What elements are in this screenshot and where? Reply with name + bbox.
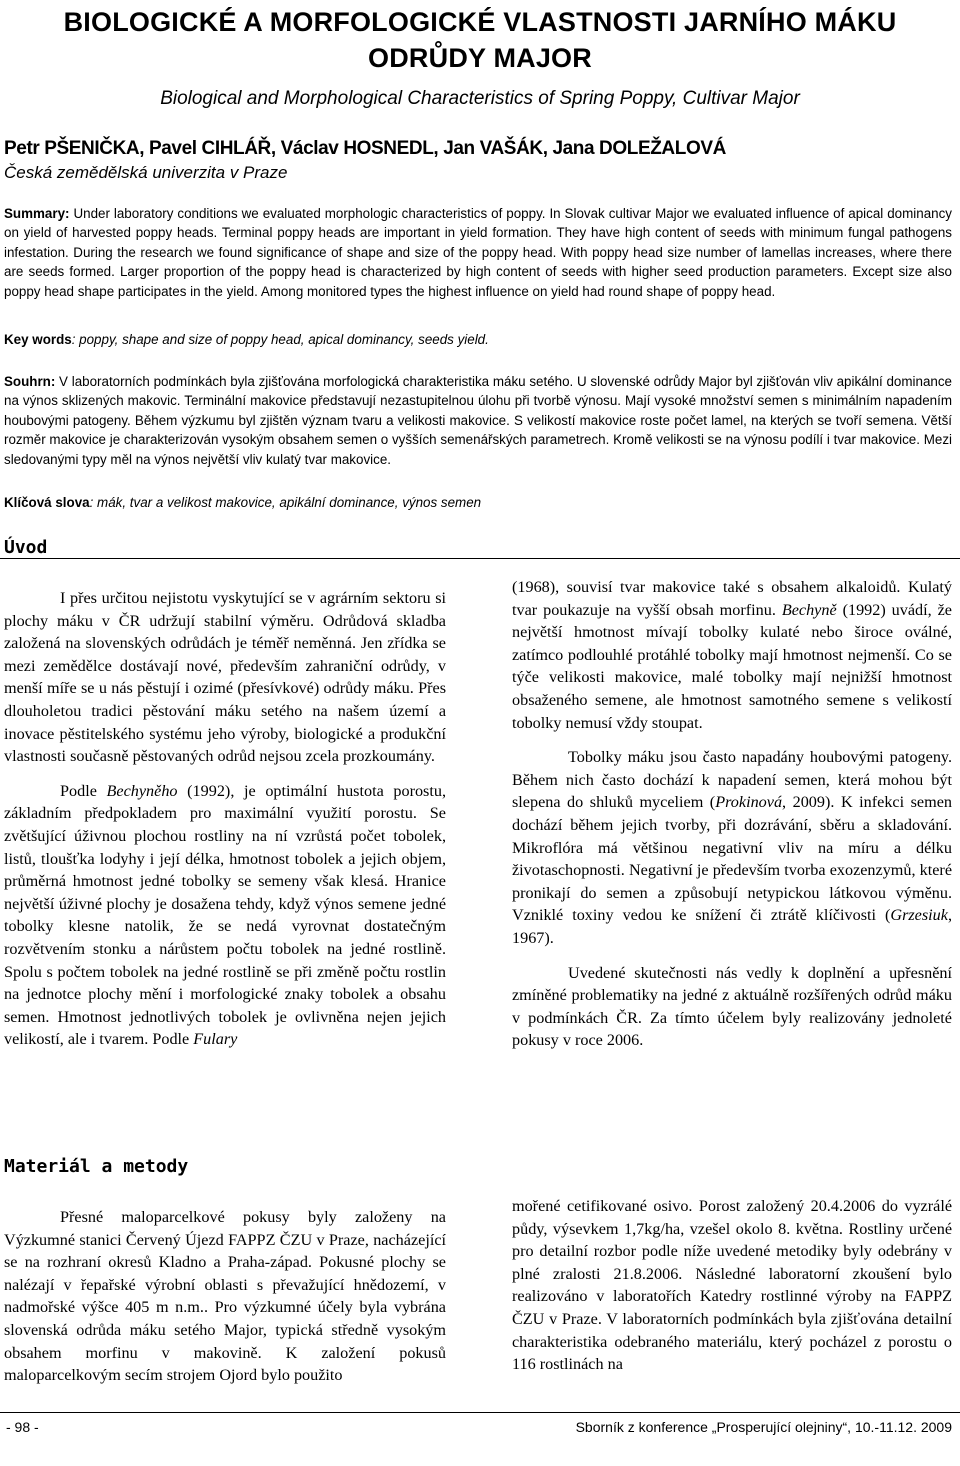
souhrn-label: Souhrn: xyxy=(4,374,56,389)
citation-grzesiuk: Grzesiuk xyxy=(890,906,948,925)
affiliation: Česká zemědělská univerzita v Praze xyxy=(4,163,288,182)
uvod-right-paragraph-3: Uvedené skutečnosti nás vedly k doplnění a upřesnění zmíněné problematiky na jedné z aktuálně rozšířených odrůd máku v podmínkách ČR. Za tímto účelem byly realizovány jednoleté pokusy v roce 2006. xyxy=(512,963,952,1050)
keywords xyxy=(4,330,952,349)
paper-subtitle: Biological and Morphological Characteristics of Spring Poppy, Cultivar Major xyxy=(160,88,800,109)
footer-divider xyxy=(0,1412,960,1413)
summary-text: Under laboratory conditions we evaluated morphologic characteristics of poppy. In Slovak cultivar Major we evaluated influence of apical dominancy on yield of harvested poppy heads. Terminal poppy heads are important in yield formation. They have high content of seeds with minimum fungal pathogens infestation. During the research we found significance of shape and size of the poppy head. With poppy head size number of lamellas increases, where there are seeds formed. Larger proportion of the poppy head is characterized by high content of seeds with higher seed production parameters. Except size also poppy head shape participates in the yield. Among monitored types the highest influence on yield had round shape of poppy head. xyxy=(4,206,952,299)
uvod-right-paragraph-1 xyxy=(512,576,952,734)
souhrn-text: V laboratorních podmínkách byla zjišťována morfologická charakteristika máku setého. U slovenské odrůdy Major byl zjišťován vliv apikální dominance na výnos sklizených makovic. Terminální makovice představují nezastupitelnou úlohu při tvorbě výnosu. Mají vysoké množství semen s minimálním napadením houbovými patogeny. Během výzkumu byl zjištěn význam tvaru a velikosti makovice. S velikostí makovice roste počet lamel, na kterých se tvoří semena. Větší rozměr makovice je charakterizován vysokým obsahem semen o vyšších semenářských parametrech. Kromě velikosti se na výnosu podílí i tvar makovice. Mezi sledovanými typy měl na výnos největší vliv kulatý tvar makovice. xyxy=(4,374,952,467)
uvod-right-paragraph-2 xyxy=(512,746,952,949)
klicova-slova-label: Klíčová slova xyxy=(4,495,90,510)
summary xyxy=(4,204,952,301)
material-left-column xyxy=(4,1206,446,1387)
uvod-right-column xyxy=(512,576,952,1052)
citation-bechyneho: Bechyněho xyxy=(106,781,178,800)
klicova-slova xyxy=(4,493,952,512)
material-right-paragraph-1: mořené cetifikované osivo. Porost založený 20.4.2006 do vyzrálé půdy, výsevkem 1,7kg/ha, vzešel okolo 8. května. Rostliny určené pro detailní rozbor podle níže uvedené metodiky byly odebrány v plné zralosti 21.8.2006. Následné laboratorní zkoušení bylo realizováno v laboratořích Katedry rostlinné výroby na FAPPZ ČZU v Praze. V laboratorních podmínkách byla zjišťována detailní charakteristika odebraného materiálu, který pocházel z porostu o 116 rostlinách na xyxy=(512,1197,952,1374)
uvod-right-p1-text-b: (1992) uvádí, že největší hmotnost mívají tobolky kulaté nebo široce oválné, zatímco podlouhlé protáhlé tobolky mají hmotnost nejmenší. Co se týče velikosti makovice, malé tobolky mají nejnižší hmotnost obsaženého semene, ale hmotnost samotného semene s velikostí tobolky nemusí vždy stoupat. xyxy=(512,600,952,732)
section-heading-material: Materiál a metody xyxy=(4,1156,189,1177)
citation-prokinova: Prokinová xyxy=(715,793,783,812)
section-divider xyxy=(0,558,960,559)
klicova-slova-text: : mák, tvar a velikost makovice, apikální dominance, výnos semen xyxy=(89,495,482,510)
page-number: - 98 - xyxy=(6,1419,39,1435)
uvod-right-p2-text-c: , 1967). xyxy=(512,906,952,947)
citation-fulary: Fulary xyxy=(193,1030,238,1049)
paper-title xyxy=(0,4,960,76)
uvod-p2-text-a: Podle xyxy=(60,781,107,800)
authors: Petr PŠENIČKA, Pavel CIHLÁŘ, Václav HOSNEDL, Jan VAŠÁK, Jana DOLEŽALOVÁ xyxy=(4,138,726,159)
uvod-right-p2-text-b: , 2009). K infekci semen dochází během jejich tvorby, při dozrávání, sběru a skladování. Mikroflóra má většinou negativní vliv na míru a délku životaschopnosti. Negativní je především tvorba exozenzymů, které pronikají do semen a způsobují netypickou látkovou výměnu. Vzniklé toxiny vedou ke snížení či ztrátě klíčivosti ( xyxy=(512,793,952,925)
paper-title-line-1: BIOLOGICKÉ A MORFOLOGICKÉ VLASTNOSTI JARNÍHO MÁKU xyxy=(63,7,897,37)
material-paragraph-1: Přesné maloparcelkové pokusy byly založeny na Výzkumné stanici Červený Újezd FAPPZ ČZU v Praze, nacházející se na rozhraní okresů Kladno a Praha-západ. Pokusné plochy se nalézají v řepařské výrobní oblasti s převažující hnědozemí, v nadmořské výšce 405 m n.m.. Pro výzkumné účely byla vybrána slovenská odrůda máku setého Major, typická středně vysokým obsahem morfinu v makovině. K založení pokusů maloparcelkovým secím strojem Ojord bylo použito xyxy=(4,1208,446,1385)
uvod-paragraph-2 xyxy=(4,780,446,1051)
keywords-label: Key words xyxy=(4,332,72,347)
uvod-right-p2-text-a: Tobolky máku jsou často napadány houbovými patogeny. Během nich často dochází k napadení semen, která mohou být slepena do shluků myceliem ( xyxy=(512,748,952,812)
summary-label: Summary: xyxy=(4,206,70,221)
section-heading-uvod: Úvod xyxy=(4,537,48,558)
material-right-column xyxy=(512,1195,952,1376)
souhrn xyxy=(4,372,952,469)
footer-source: Sborník z konference „Prosperující olejniny“, 10.-11.12. 2009 xyxy=(575,1419,952,1435)
uvod-left-column xyxy=(4,587,446,1051)
keywords-text: : poppy, shape and size of poppy head, apical dominancy, seeds yield. xyxy=(71,332,489,347)
uvod-paragraph-1: I přes určitou nejistotu vyskytující se v agrárním sektoru si plochy máku v ČR udržují stabilní výměru. Odrůdová skladba založená na slovenských odrůdách je téměř neměnná. Jen zřídka se mezi zemědělce dostávají nové, především zahraniční odrůdy, v menší míře se u nás pěstují i ozimé (přesívkové) odrůdy máku. Přes dlouholetou tradici pěstování máku setého na našem území a inovace pěstitelského systému jeho výroby, biologické a produkční vlastnosti současně pěstovaných odrůd nejsou zcela prozkoumány. xyxy=(4,589,446,766)
uvod-right-p1-text-a: (1968), souvisí tvar makovice také s obsahem alkaloidů. Kulatý tvar poukazuje na vyšší obsah morfinu. xyxy=(512,578,952,619)
citation-bechyne: Bechyně xyxy=(781,600,837,619)
uvod-p2-text-b: (1992), je optimální hustota porostu, základním předpokladem pro maximální využití porostu. Se zvětšující úživnou plochou rostliny na ní vzrůstá počet tobolek, listů, tloušťka lodyhy i její délka, hmotnost tobolek a jejich objem, průměrná hmotnost jedné tobolky se semeny však klesá. Hranice největší úživné plochy je dosažena tehdy, když výnos semene jedné tobolky klesne natolik, že se nedá vyrovnat dostatečným rozvětvením stonku a nárůstem počtu tobolek na jedné rostlině. Spolu s počtem tobolek na jedné rostlině se při změně počtu rostlin na jednotce plochy mění i morfologické znaky tobolek a obsahu semen. Hmotnost jednotlivých tobolek je ovlivněna nejen jejich velikostí, ale i tvarem. Podle xyxy=(4,781,446,1049)
paper-title-line-2: ODRŮDY MAJOR xyxy=(368,43,592,73)
